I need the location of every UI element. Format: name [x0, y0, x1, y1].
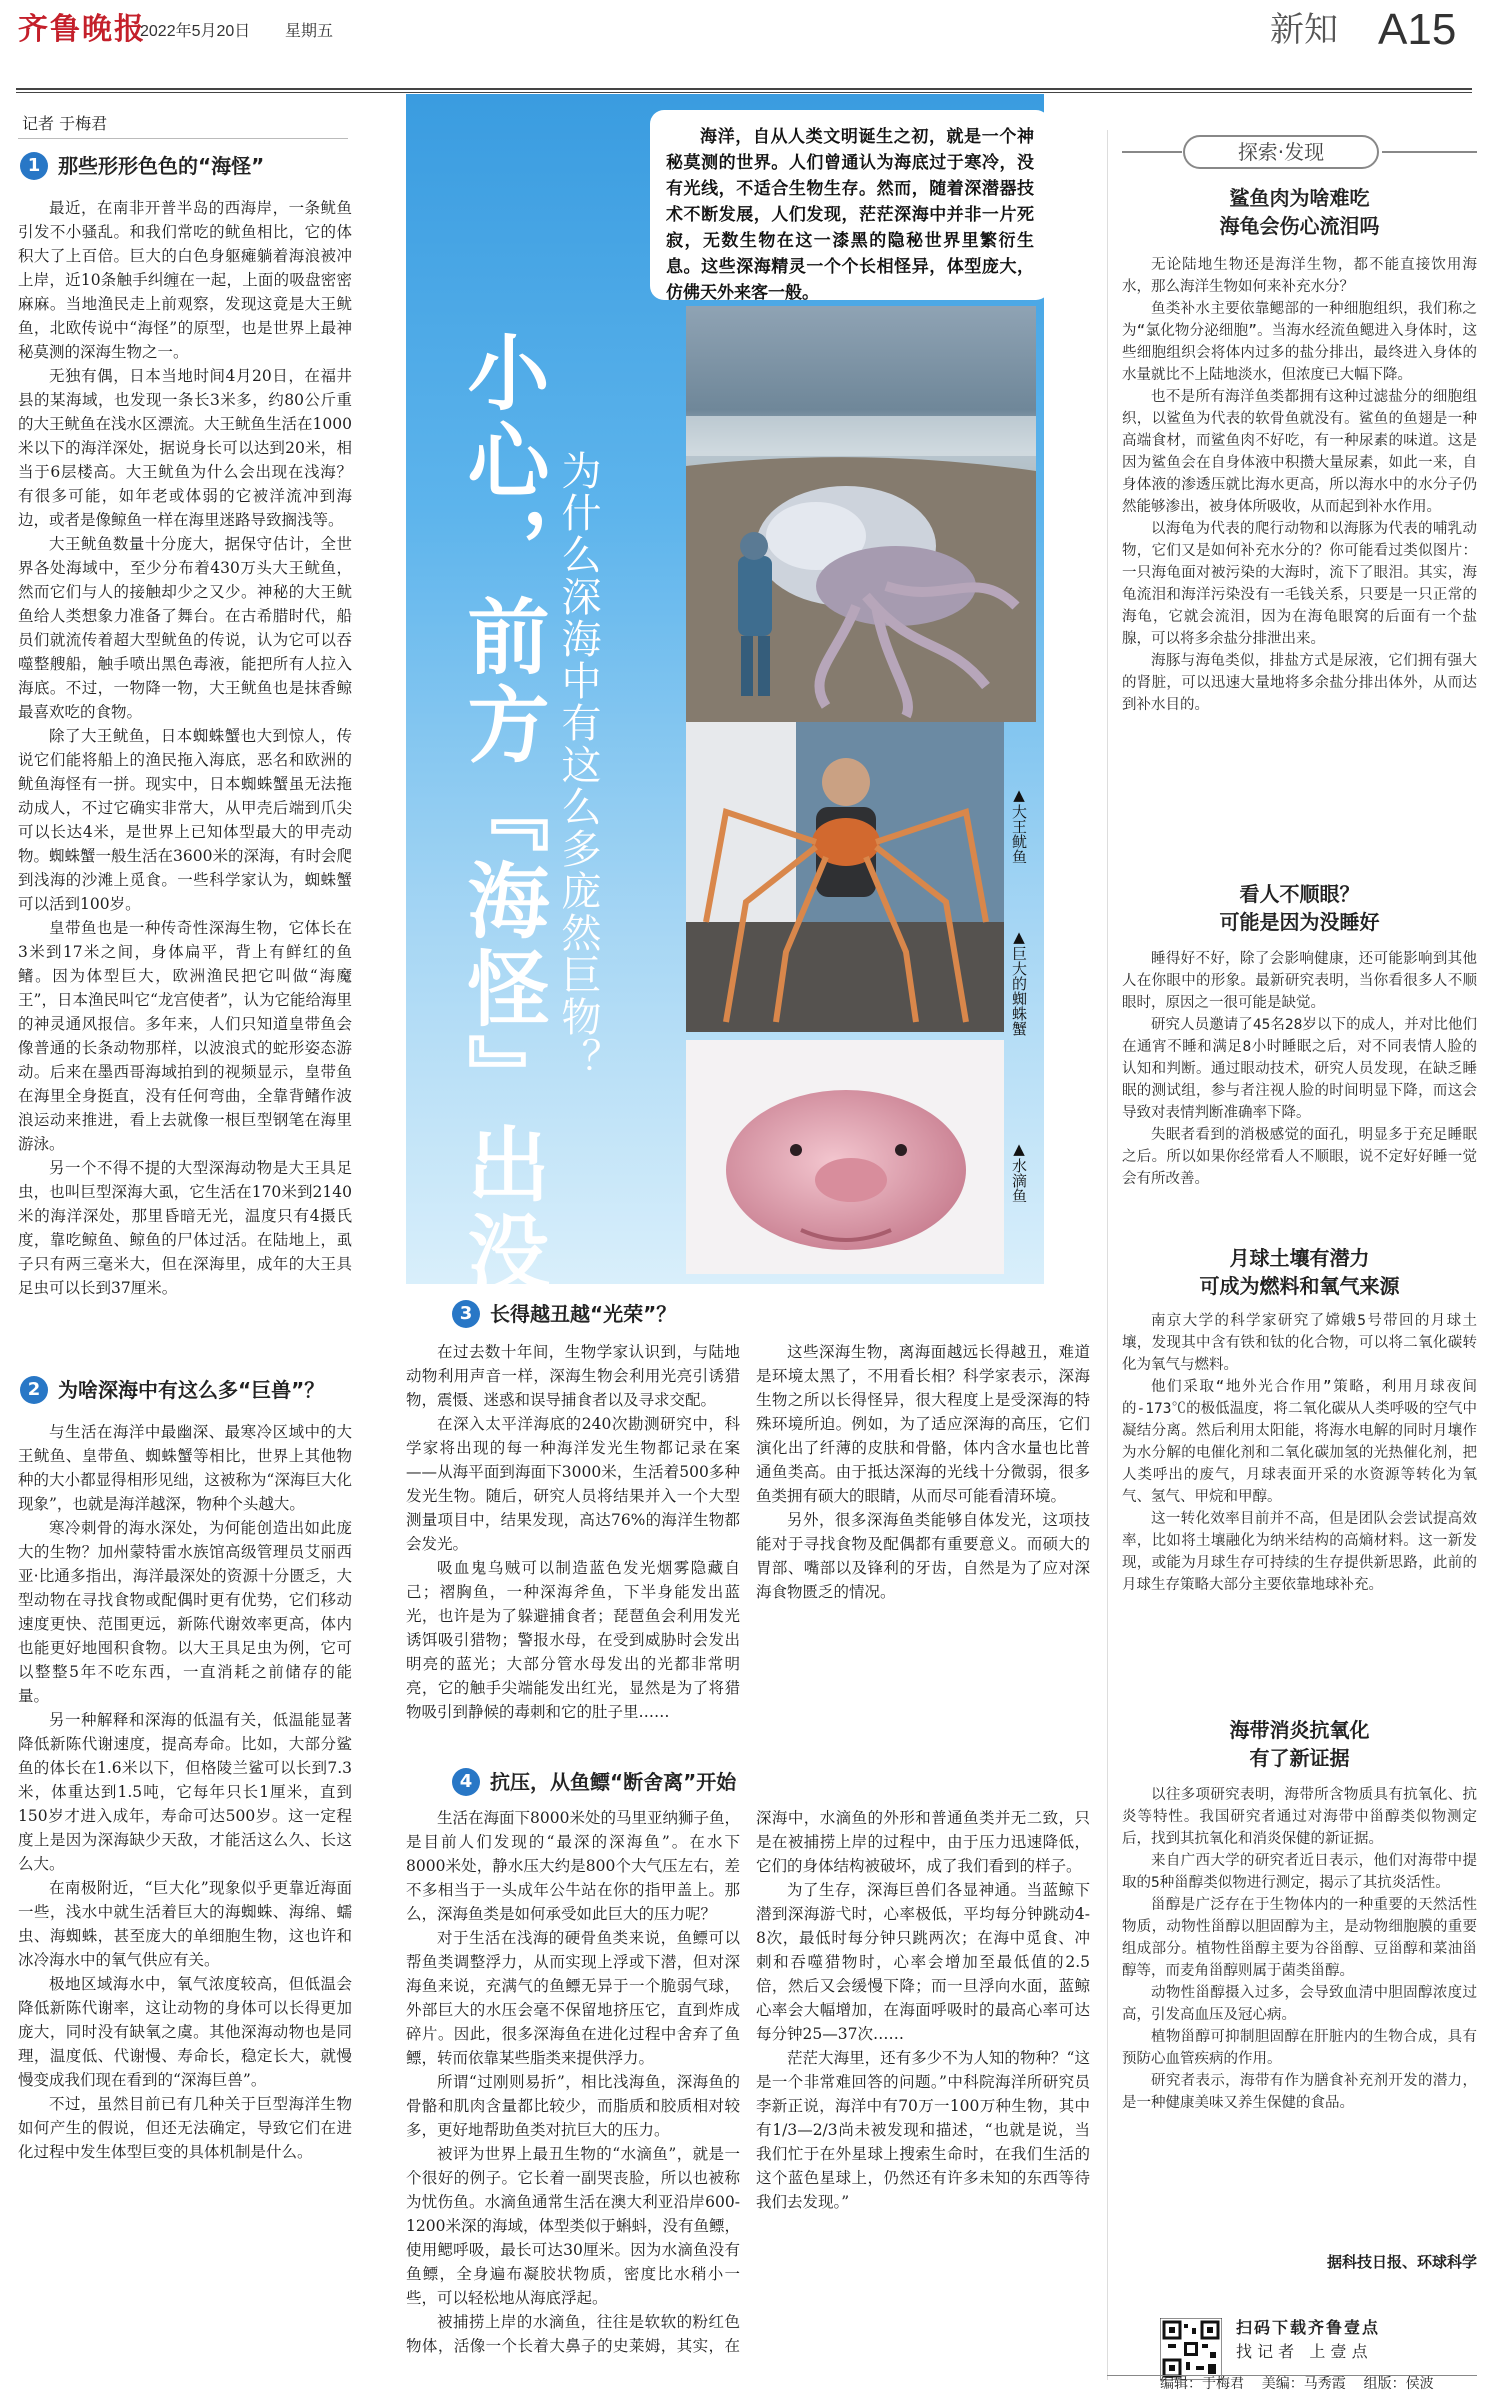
- paragraph: 为了生存，深海巨兽们各显神通。当蓝鲸下潜到深海游弋时，心率极低，平均每分钟跳动4-8次，最低时每分钟只跳两次；在海中觅食、冲刺和吞噬猎物时，心率会增加至最低值的2.5倍，然后又会缓慢下降；而一旦浮向水面，蓝鲸心率会大幅增加，在海面呼吸时的最高心率可达每分钟25—37次……: [756, 1881, 1090, 2043]
- header-rule-thin: [16, 92, 1472, 93]
- section-3-number: 3: [452, 1300, 480, 1328]
- paragraph: 睡得好不好，除了会影响健康，还可能影响到其他人在你眼中的形象。最新研究表明，当你看很多人不顺眼时，原因之一很可能是缺觉。: [1122, 951, 1477, 1011]
- sidebar-story-4-title: 海带消炎抗氧化 有了新证据: [1229, 1718, 1370, 1770]
- paragraph: 被评为世界上最丑生物的“水滴鱼”，就是一个很好的例子。它长着一副哭丧脸，所以也被称为忧伤鱼。水滴鱼通常生活在澳大利亚沿岸600-1200米深的海域，体型类似于蝌蚪，没有鱼鳔，使用鳃呼吸，最长可达30厘米。因为水滴鱼没有鱼鳔，全身遍布凝胶状物质，密度比水稍小一些，可以轻松地从海底浮起。: [406, 2145, 740, 2307]
- paragraph: 研究者表示，海带有作为膳食补充剂开发的潜力，是一种健康美味又养生保健的食品。: [1122, 2073, 1477, 2111]
- feature-title: 小心，前方『海怪』出没: [454, 330, 549, 1298]
- issue-date: 2022年5月20日: [140, 23, 251, 40]
- paragraph: 在南极附近，“巨大化”现象似乎更靠近海面一些，浅水中就生活着巨大的海蜘蛛、海绵、蠕虫、海蜘蛛，甚至庞大的单细胞生物，这也许和冰冷海水中的氧气供应有关。: [18, 1879, 352, 1969]
- qr-code[interactable]: [1160, 2318, 1222, 2380]
- paragraph: 无独有偶，日本当地时间4月20日，在福井县的某海域，也发现一条长3米多，约80公斤重的大王鱿鱼在浅水区漂流。大王鱿鱼生活在1000米以下的海洋深处，据说身长可以达到20米，相当于6层楼高。大王鱿鱼为什么会出现在浅海？有很多可能，如年老或体弱的它被洋流冲到海边，或者是像鲸鱼一样在海里迷路导致搁浅等。: [18, 367, 352, 529]
- paragraph: 以往多项研究表明，海带所含物质具有抗氧化、抗炎等特性。我国研究者通过对海带中甾醇类似物测定后，找到其抗氧化和消炎保健的新证据。: [1122, 1787, 1477, 1847]
- section-3-title: 长得越丑越“光荣”？: [490, 1302, 677, 1326]
- paragraph: 海豚与海龟类似，排盐方式是尿液，它们拥有强大的肾脏，可以迅速大量地将多余盐分排出体外，从而达到补水目的。: [1122, 653, 1477, 713]
- section-1-body: [18, 196, 352, 1346]
- paragraph: 所谓“过刚则易折”，相比浅海鱼，深海鱼的骨骼和肌肉含量都比较少，而脂质和胶质相对较多，更好地帮助鱼类对抗巨大的压力。: [406, 2073, 740, 2139]
- paragraph: 生活在海面下8000米处的马里亚纳狮子鱼，是目前人们发现的“最深的深海鱼”。在水下8000米处，静水压大约是800个大气压左右，差不多相当于一头成年公牛站在你的指甲盖上。那么，深海鱼类是如何承受如此巨大的压力呢？: [406, 1809, 740, 1923]
- issue-weekday: 星期五: [285, 23, 334, 40]
- paragraph: 也不是所有海洋鱼类都拥有这种过滤盐分的细胞组织，以鲨鱼为代表的软骨鱼就没有。鲨鱼的鱼翅是一种高端食材，而鲨鱼肉不好吃，有一种尿素的味道。这是因为鲨鱼会在自身体液中积攒大量尿素，如此一来，自身体液的渗透压就比海水更高，所以海水中的水分子仍然能够渗出，被身体所吸收，从而起到补水作用。: [1122, 389, 1477, 515]
- paragraph: 茫茫大海里，还有多少不为人知的物种？“这是一个非常难回答的问题。”中科院海洋所研究员李新正说，海洋中有70万一100万种生物，其中有1/3—2/3尚未被发现和描述，“也就是说，当我们忙于在外星球上搜索生命时，在我们生活的这个蓝色星球上，仍然还有许多未知的东西等待我们去发现。”: [756, 2049, 1090, 2211]
- paragraph: 极地区域海水中，氧气浓度较高，但低温会降低新陈代谢率，这让动物的身体可以长得更加庞大，同时没有缺氧之虞。其他深海动物也是同理，温度低、代谢慢、寿命长，稳定长大，就慢慢变成我们现在看到的“深海巨兽”。: [18, 1975, 352, 2089]
- sidebar-story-2-body: [1122, 948, 1477, 1230]
- sidebar-story-4-body: [1122, 1784, 1477, 2244]
- explore-header: [1122, 130, 1477, 174]
- giant-squid-photo: [686, 306, 1036, 722]
- editor-credits: 编辑：于梅君 美编：马秀霞 组版：侯波: [1160, 2376, 1434, 2392]
- intro-box: [650, 110, 1050, 303]
- paragraph: 吸血鬼乌贼可以制造蓝色发光烟雾隐藏自己；褶胸鱼，一种深海斧鱼，下半身能发出蓝光，也许是为了躲避捕食者；琵琶鱼会利用发光诱饵吸引猎物；警报水母，在受到威胁时会发出明亮的蓝光；大部分管水母发出的光都非常明亮，它的触手尖端能发出红光，显然是为了将猎物吸引到静候的毒刺和它的肚子里……: [406, 1559, 740, 1721]
- paragraph: 南京大学的科学家研究了嫦娥5号带回的月球土壤，发现其中含有铁和钛的化合物，可以将二氧化碳转化为氧气与燃料。: [1122, 1313, 1477, 1373]
- explore-tag: 探索·发现: [1237, 140, 1325, 164]
- paragraph: 被捕捞上岸的水滴鱼，往往是软软的粉红色物体，活像一个长着大鼻子的史莱姆，其实，在深海中，水滴鱼的外形和普通鱼类并无二致，只是在被捕捞上岸的过程中，由于压力迅速降低，它们的身体结构被破坏，成了我们看到的样子。: [406, 1809, 1090, 2355]
- caption-blobfish: ▲水滴鱼: [1010, 1140, 1028, 1203]
- section-4-heading: [452, 1768, 736, 1796]
- byline: 记者 于梅君: [22, 114, 108, 133]
- sidebar-story-1-title: 鲨鱼肉为啥难吃 海龟会伤心流泪吗: [1219, 186, 1380, 238]
- paragraph: 另一个不得不提的大型深海动物是大王具足虫，也叫巨型深海大虱，它生活在170米到2140米的海洋深处，那里昏暗无光，温度只有4摄氏度，靠吃鲸鱼、鲸鱼的尸体过活。在陆地上，虱子只有两三毫米大，但在深海里，成年的大王具足虫可以长到37厘米。: [18, 1159, 352, 1297]
- section-1-heading: [20, 152, 264, 180]
- section-2-number: 2: [20, 1376, 48, 1404]
- qr-caption-line1: 扫码下载齐鲁壹点: [1236, 2318, 1381, 2337]
- blobfish-photo: [686, 1040, 1004, 1274]
- paragraph: 以海龟为代表的爬行动物和以海豚为代表的哺乳动物，它们又是如何补充水分的？你可能看过类似图片：一只海龟面对被污染的大海时，流下了眼泪。其实，海龟流泪和海洋污染没有一毛钱关系，只要是一只正常的海龟，它就会流泪，因为在海龟眼窝的后面有一个盐腺，可以将多余盐分排泄出来。: [1122, 521, 1477, 647]
- section-3-heading: [452, 1300, 676, 1328]
- paragraph: 皇带鱼也是一种传奇性深海生物，它体长在3米到17米之间，身体扁平，背上有鲜红的鱼鳍。因为体型巨大，欧洲渔民把它叫做“海魔王”，日本渔民叫它“龙宫使者”，认为它能给海里的神灵通风报信。多年来，人们只知道皇带鱼会像普通的长条动物那样，以波浪式的蛇形姿态游动。后来在墨西哥海域拍到的视频显示，皇带鱼在海里全身挺直，没有任何弯曲，全靠背鳍作波浪运动来推进，看上去就像一根巨型钢笔在海里游泳。: [18, 919, 352, 1153]
- section-4-body: [406, 1806, 1090, 2378]
- section-2-title: 为啥深海中有这么多“巨兽”？: [58, 1378, 325, 1402]
- sidebar-story-2-title: 看人不顺眼？ 可能是因为没睡好: [1219, 882, 1380, 934]
- masthead-logo: 齐鲁晚报: [18, 12, 146, 47]
- caption-spider-crab: ▲巨大的蜘蛛蟹: [1010, 928, 1028, 1036]
- sidebar-divider: [1107, 130, 1108, 2380]
- paragraph: 植物甾醇可抑制胆固醇在肝脏内的生物合成，具有预防心血管疾病的作用。: [1122, 2029, 1477, 2067]
- section-3-body: [406, 1340, 1090, 1740]
- paragraph: 与生活在海洋中最幽深、最寒冷区域中的大王鱿鱼、皇带鱼、蜘蛛蟹等相比，世界上其他物种的大小都显得相形见绌，这被称为“深海巨大化现象”，也就是海洋越深，物种个头越大。: [18, 1423, 352, 1513]
- section-2-heading: [20, 1376, 324, 1404]
- paragraph: 鱼类补水主要依靠鳃部的一种细胞组织，我们称之为“氯化物分泌细胞”。当海水经流鱼鳃进入身体时，这些细胞组织会将体内过多的盐分排出，最终进入身体的水量就比不上陆地淡水，但浓度已大幅下降。: [1122, 301, 1477, 383]
- paragraph: 另一种解释和深海的低温有关，低温能显著降低新陈代谢速度，提高寿命。比如，大部分鲨鱼的体长在1.6米以下，但格陵兰鲨可以长到7.3米，体重达到1.5吨，它每年只长1厘米，直到150岁才进入成年，寿命可达500岁。这一定程度上是因为深海缺少天敌，才能活这么久、长这么大。: [18, 1711, 352, 1873]
- paragraph: 甾醇是广泛存在于生物体内的一种重要的天然活性物质，动物性甾醇以胆固醇为主，是动物细胞膜的重要组成部分。植物性甾醇主要为谷甾醇、豆甾醇和菜油甾醇等，而麦角甾醇则属于菌类甾醇。: [1122, 1897, 1477, 1979]
- blobfish-illustration: [686, 1040, 1004, 1274]
- section-2-body: [18, 1420, 352, 2375]
- paragraph: 研究人员邀请了45名28岁以下的成人，并对比他们在通宵不睡和满足8小时睡眠之后，对不同表情人脸的认知和判断。通过眼动技术，研究人员发现，在缺乏睡眠的测试组，参与者注视人脸的时间明显下降，而这会导致对表情判断准确率下降。: [1122, 1017, 1477, 1121]
- paragraph: 大王鱿鱼数量十分庞大，据保守估计，全世界各处海域中，至少分布着430万头大王鱿鱼，然而它们与人的接触却少之又少。神秘的大王鱿鱼给人类想象力准备了舞台。在古希腊时代，船员们就流传着超大型鱿鱼的传说，认为它可以吞噬整艘船，触手喷出黑色毒液，能把所有人拉入海底。不过，一物降一物，大王鱿鱼也是抹香鲸最喜欢吃的食物。: [18, 535, 352, 721]
- paragraph: 在深入太平洋海底的240次勘测研究中，科学家将出现的每一种海洋发光生物都记录在案——从海平面到海面下3000米，生活着500多种发光生物。随后，研究人员将结果并入一个大型测量项目中，结果发现，高达76%的海洋生物都会发光。: [406, 1415, 740, 1553]
- paragraph: 除了大王鱿鱼，日本蜘蛛蟹也大到惊人，传说它们能将船上的渔民拖入海底，恶名和欧洲的鱿鱼海怪有一拼。现实中，日本蜘蛛蟹虽无法拖动成人，不过它确实非常大，从甲壳后端到爪尖可以长达4米，是世界上已知体型最大的甲壳动物。蜘蛛蟹一般生活在3600米的深海，有时会爬到浅海的沙滩上觅食。一些科学家认为，蜘蛛蟹可以活到100岁。: [18, 727, 352, 913]
- paragraph: 对于生活在浅海的硬骨鱼类来说，鱼鳔可以帮鱼类调整浮力，从而实现上浮或下潜，但对深海鱼来说，充满气的鱼鳔无异于一个脆弱气球，外部巨大的水压会毫不保留地挤压它，直到炸成碎片。因此，很多深海鱼在进化过程中舍弃了鱼鳔，转而依靠某些脂类来提供浮力。: [406, 1929, 740, 2067]
- paragraph: 另外，很多深海鱼类能够自体发光，这项技能对于寻找食物及配偶都有重要意义。而硕大的胃部、嘴部以及锋利的牙齿，自然是为了应对深海食物匮乏的情况。: [756, 1511, 1090, 1601]
- section-4-title: 抗压，从鱼鳔“断舍离”开始: [490, 1770, 737, 1794]
- paragraph: 这些深海生物，离海面越远长得越丑，难道是环境太黑了，不用看长相？科学家表示，深海生物之所以长得怪异，很大程度上是受深海的特殊环境所迫。例如，为了适应深海的高压，它们演化出了纤薄的皮肤和骨骼，体内含水量也比普通鱼类高。由于抵达深海的光线十分微弱，很多鱼类拥有硕大的眼睛，从而尽可能看清环境。: [756, 1343, 1090, 1505]
- section-4-number: 4: [452, 1768, 480, 1796]
- intro-text: 海洋，自从人类文明诞生之初，就是一个神秘莫测的世界。人们曾通认为海底过于寒冷，没有光线，不适合生物生存。然而，随着深潜器技术不断发展，人们发现，茫茫深海中并非一片死寂，无数生物在这一漆黑的隐秘世界里繁衍生息。这些深海精灵一个个长相怪异，体型庞大，仿佛天外来客一般。: [666, 127, 1034, 303]
- section-1-title: 那些形形色色的“海怪”: [58, 154, 265, 178]
- sidebar-story-3-title: 月球土壤有潜力 可成为燃料和氧气来源: [1199, 1246, 1400, 1298]
- paragraph: 不过，虽然目前已有几种关于巨型海洋生物如何产生的假说，但还无法确定，导致它们在进化过程中发生体型巨变的具体机制是什么。: [18, 2095, 352, 2161]
- paragraph: 寒冷刺骨的海水深处，为何能创造出如此庞大的生物？加州蒙特雷水族馆高级管理员艾丽西亚·比通多指出，海洋最深处的资源十分匮乏，大型动物在寻找食物或配偶时更有优势，它们移动速度更快、范围更远，新陈代谢效率更高，体内也能更好地囤积食物。以大王具足虫为例，它可以整整5年不吃东西，一直消耗之前储存的能量。: [18, 1519, 352, 1705]
- paragraph: 最近，在南非开普半岛的西海岸，一条鱿鱼引发不小骚乱。和我们常吃的鱿鱼相比，它的体积大了上百倍。巨大的白色身躯瘫躺着海浪被冲上岸，近10条触手纠缠在一起，上面的吸盘密密麻麻。当地渔民走上前观察，发现这竟是大王鱿鱼，北欧传说中“海怪”的原型，也是世界上最神秘莫测的深海生物之一。: [18, 199, 352, 361]
- qr-caption-line2: 找 记 者 上 壹 点: [1236, 2342, 1368, 2361]
- section-1-number: 1: [20, 152, 48, 180]
- paragraph: 他们采取“地外光合作用”策略，利用月球夜间的-173℃的极低温度，将二氧化碳从人类呼吸的空气中凝结分离。然后利用太阳能，将海水电解的同时月壤作为水分解的电催化剂和二氧化碳加氢的光热催化剂，把人类呼出的废气，月球表面开采的水资源等转化为氧气、氢气、甲烷和甲醇。: [1122, 1379, 1477, 1505]
- paragraph: 来自广西大学的研究者近日表示，他们对海带中提取的5种甾醇类似物进行测定，揭示了其抗炎活性。: [1122, 1853, 1477, 1891]
- byline-rule: [18, 138, 348, 139]
- qr-code-icon: [1160, 2318, 1222, 2380]
- spider-crab-illustration: [686, 722, 1004, 1032]
- caption-giant-squid: ▲大王鱿鱼: [1010, 786, 1028, 864]
- sidebar-story-3-body: [1122, 1310, 1477, 1706]
- spider-crab-photo: [686, 722, 1004, 1032]
- paragraph: 失眠者看到的消极感觉的面孔，明显多于充足睡眠之后。所以如果你经常看人不顺眼，说不定好好睡一觉会有所改善。: [1122, 1127, 1477, 1187]
- paragraph: 这一转化效率目前并不高，但是团队会尝试提高效率，比如将土壤融化为纳米结构的高熵材料。这一新发现，或能为月球生存可持续的生存提供新思路，此前的月球生存策略大部分主要依靠地球补充。: [1122, 1511, 1477, 1593]
- feature-subtitle: 为什么深海中有这么多庞然巨物？: [555, 450, 601, 1080]
- paragraph: 无论陆地生物还是海洋生物，都不能直接饮用海水，那么海洋生物如何来补充水分？: [1122, 257, 1477, 295]
- paragraph: 在过去数十年间，生物学家认识到，与陆地动物利用声音一样，深海生物会利用光亮引诱猎物，震慑、迷惑和误导捕食者以及寻求交配。: [406, 1343, 740, 1409]
- giant-squid-illustration: [686, 306, 1036, 722]
- sidebar-story-1-body: [1122, 254, 1477, 870]
- header-rule: [16, 88, 1472, 90]
- paragraph: 动物性甾醇摄入过多，会导致血清中胆固醇浓度过高，引发高血压及冠心病。: [1122, 1985, 1477, 2023]
- source-credit: 据科技日报、环球科学: [1326, 2253, 1477, 2271]
- page-number: A15: [1378, 5, 1457, 54]
- section-name: 新知: [1270, 11, 1338, 49]
